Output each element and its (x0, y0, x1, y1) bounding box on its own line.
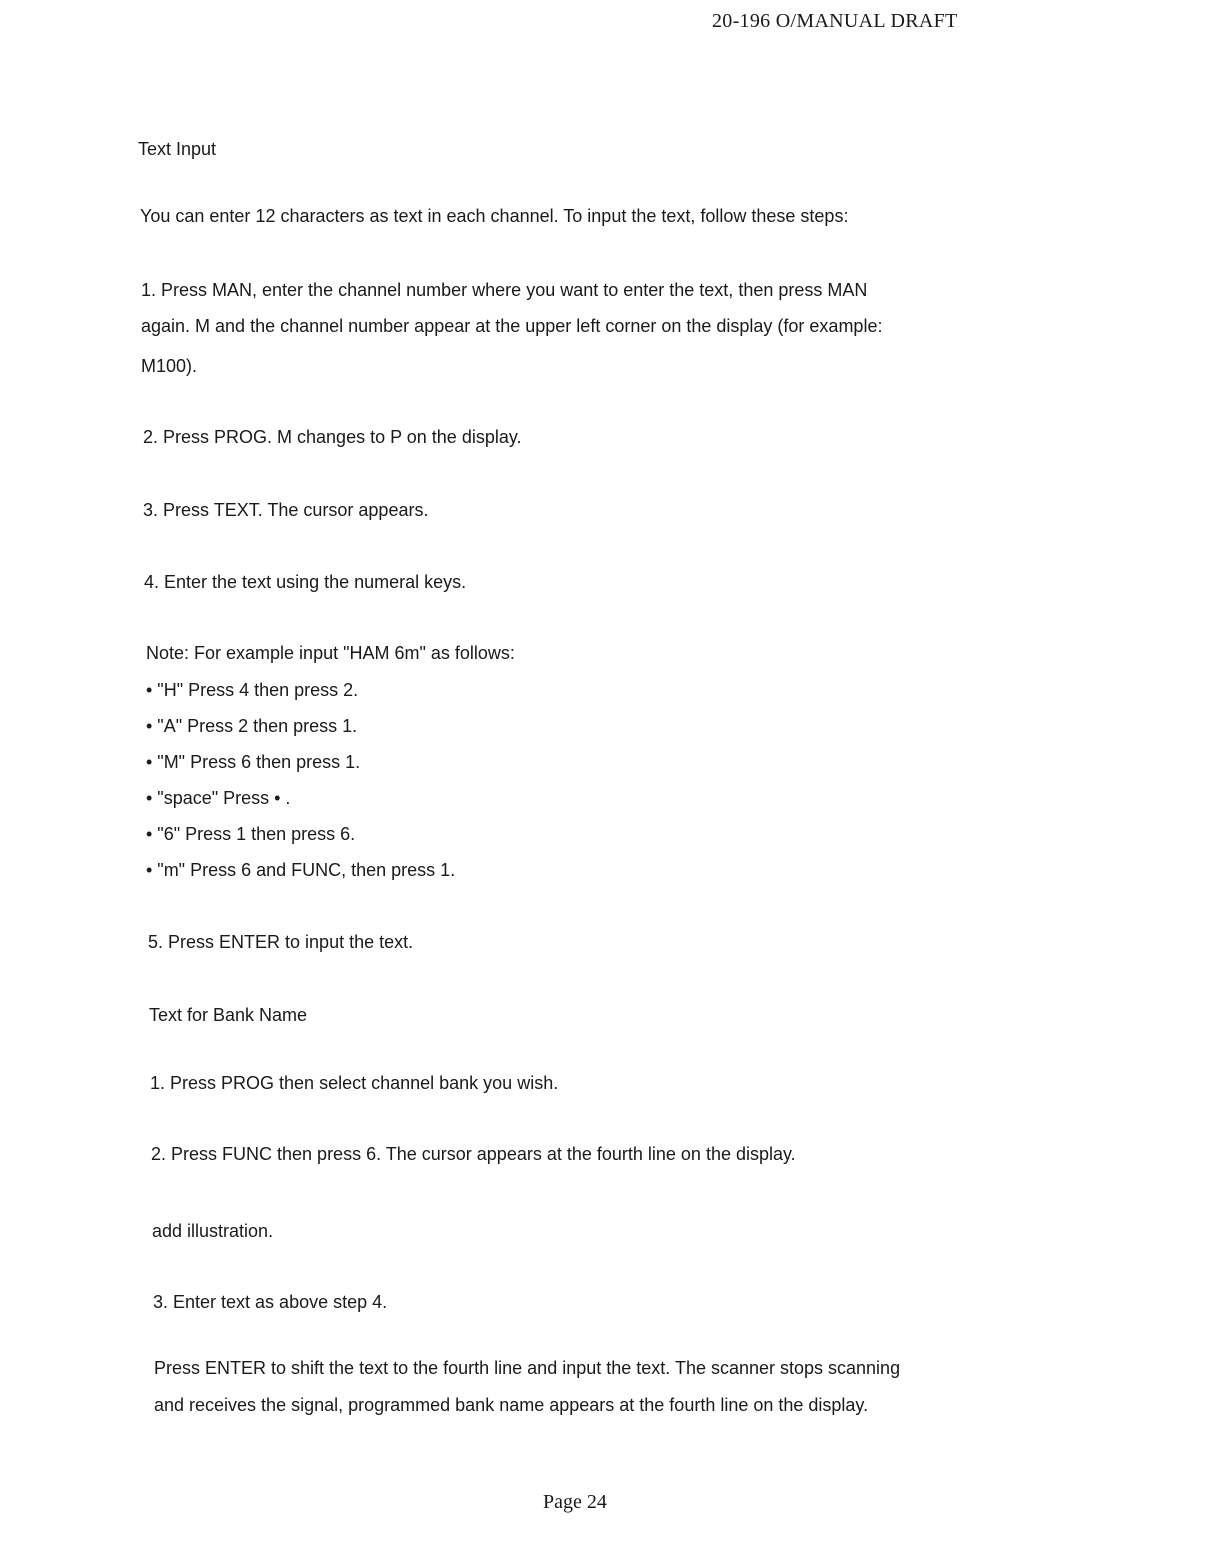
bullet-item: • "m" Press 6 and FUNC, then press 1. (146, 860, 456, 880)
page-number: Page 24 (543, 1491, 607, 1513)
bullet-item: • "H" Press 4 then press 2. (146, 680, 359, 700)
bullet-item: • "space" Press • . (146, 788, 291, 808)
step-3: 3. Press TEXT. The cursor appears. (143, 500, 429, 520)
step-2: 2. Press PROG. M changes to P on the display. (143, 427, 522, 447)
final-paragraph-line-1: Press ENTER to shift the text to the fourth line and input the text. The scanner stops scanning (154, 1358, 901, 1378)
step-4: 4. Enter the text using the numeral keys. (144, 572, 467, 592)
step-1-line-1: 1. Press MAN, enter the channel number where you want to enter the text, then press MAN (141, 280, 868, 300)
step-1-line-2: again. M and the channel number appear at the upper left corner on the display (for example: (141, 316, 883, 336)
bullet-item: • "A" Press 2 then press 1. (146, 716, 358, 736)
section-title: Text Input (138, 139, 217, 159)
bullet-item: • "6" Press 1 then press 6. (146, 824, 356, 844)
illustration-note: add illustration. (152, 1221, 274, 1241)
final-paragraph-line-2: and receives the signal, programmed bank name appears at the fourth line on the display. (154, 1395, 869, 1415)
bank-section-title: Text for Bank Name (149, 1005, 308, 1025)
note-heading: Note: For example input "HAM 6m" as follows: (146, 643, 515, 663)
document-header: 20-196 O/MANUAL DRAFT (712, 10, 958, 32)
bullet-item: • "M" Press 6 then press 1. (146, 752, 361, 772)
intro-paragraph: You can enter 12 characters as text in each channel. To input the text, follow these steps: (140, 206, 849, 226)
bank-step-2: 2. Press FUNC then press 6. The cursor appears at the fourth line on the display. (151, 1144, 796, 1164)
bank-step-1: 1. Press PROG then select channel bank you wish. (150, 1073, 559, 1093)
bank-step-3: 3. Enter text as above step 4. (153, 1292, 388, 1312)
step-5: 5. Press ENTER to input the text. (148, 932, 414, 952)
step-1-line-3: M100). (141, 356, 198, 376)
